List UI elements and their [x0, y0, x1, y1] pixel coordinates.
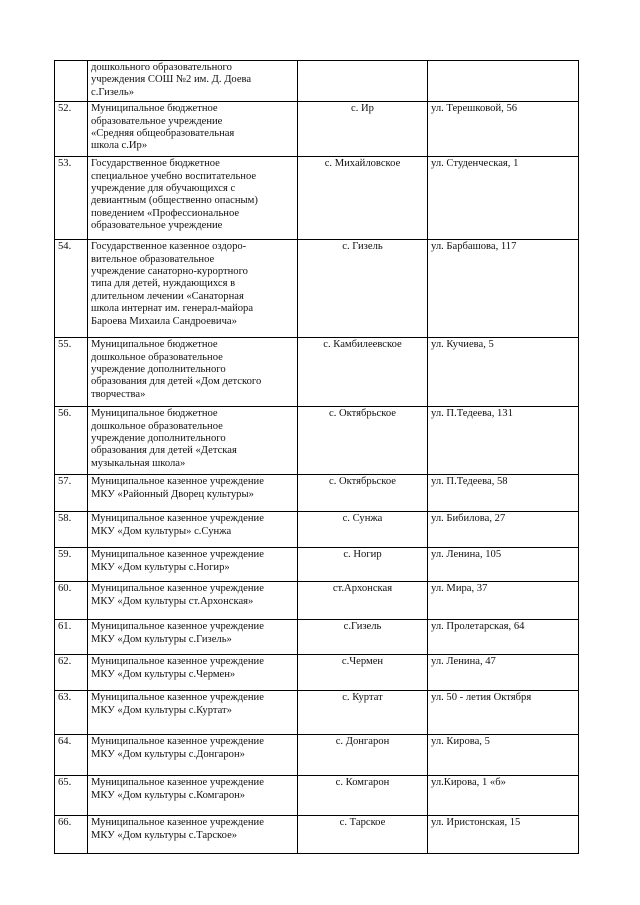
table-row: [55, 407, 579, 475]
settlement: с. Ногир: [298, 548, 428, 582]
street-address: ул. П.Тедеева, 58: [428, 475, 579, 512]
institution-name-line: учреждение дополнительного: [91, 433, 226, 445]
institution-name-line: образования для детей «Детская: [91, 445, 237, 457]
institution-name-line: Муниципальное казенное учреждение: [91, 549, 264, 561]
institution-name-line: «Средняя общеобразовательная: [91, 128, 235, 140]
table-row: [55, 512, 579, 548]
institution-name: [88, 816, 298, 854]
settlement: с.Чермен: [298, 655, 428, 691]
row-number: 61.: [55, 620, 88, 655]
institution-name-line: Муниципальное бюджетное: [91, 408, 218, 420]
table-row: [55, 548, 579, 582]
table-row: [55, 61, 579, 102]
row-number: 55.: [55, 338, 88, 407]
street-address: ул.Кирова, 1 «б»: [428, 776, 579, 816]
institution-name-line: Муниципальное казенное учреждение: [91, 656, 264, 668]
institution-name-line: дошкольное образовательное: [91, 420, 223, 432]
table-row: [55, 620, 579, 655]
institution-name-line: Муниципальное казенное учреждение: [91, 777, 264, 789]
institution-name-line: Муниципальное казенное учреждение: [91, 583, 264, 595]
row-number: [55, 61, 88, 102]
institution-name-line: Муниципальное казенное учреждение: [91, 817, 264, 829]
row-number: 62.: [55, 655, 88, 691]
street-address: ул. Ленина, 105: [428, 548, 579, 582]
institution-name-line: типа для детей, нуждающихся в: [91, 278, 236, 290]
institution-name-line: Муниципальное казенное учреждение: [91, 621, 264, 633]
institution-name: [88, 512, 298, 548]
institution-name-line: Государственное казенное оздоро-: [91, 241, 247, 253]
institution-name: [88, 407, 298, 475]
institution-name-line: музыкальная школа»: [91, 457, 186, 469]
institution-name-line: МКУ «Дом культуры с.Гизель»: [91, 633, 232, 645]
institution-name: [88, 655, 298, 691]
institution-name: [88, 475, 298, 512]
institution-name-line: МКУ «Дом культуры с.Тарское»: [91, 829, 238, 841]
institution-name-line: МКУ «Дом культуры ст.Архонская»: [91, 595, 254, 607]
institution-name-line: дошкольное образовательное: [91, 351, 223, 363]
table-row: [55, 338, 579, 407]
institution-name-line: МКУ «Дом культуры с.Комгарон»: [91, 789, 246, 801]
street-address: ул. Студенческая, 1: [428, 157, 579, 240]
settlement: ст.Архонская: [298, 582, 428, 620]
street-address: ул. Барбашова, 117: [428, 240, 579, 338]
institution-name: [88, 735, 298, 776]
settlement: с. Михайловское: [298, 157, 428, 240]
institution-name: [88, 338, 298, 407]
institution-name: [88, 240, 298, 338]
settlement: с. Куртат: [298, 691, 428, 735]
row-number: 54.: [55, 240, 88, 338]
settlement: с. Тарское: [298, 816, 428, 854]
row-number: 65.: [55, 776, 88, 816]
street-address: ул. 50 - летия Октября: [428, 691, 579, 735]
table-row: [55, 157, 579, 240]
institution-name-line: Муниципальное бюджетное: [91, 339, 218, 351]
institution-name-line: Бароева Михаила Сандроевича»: [91, 315, 237, 327]
institution-name-line: МКУ «Дом культуры с.Чермен»: [91, 668, 236, 680]
institution-name-line: творчества»: [91, 388, 146, 400]
settlement: с. Октябрьское: [298, 475, 428, 512]
institution-name-line: Муниципальное казенное учреждение: [91, 736, 264, 748]
institution-name-line: МКУ «Дом культуры с.Ногир»: [91, 561, 230, 573]
institution-name-line: с.Гизель»: [91, 86, 135, 98]
table-row: [55, 582, 579, 620]
table-body: [55, 61, 579, 854]
institution-name: [88, 691, 298, 735]
row-number: 60.: [55, 582, 88, 620]
row-number: 64.: [55, 735, 88, 776]
institution-name-line: вительное образовательное: [91, 253, 215, 265]
settlement: с. Гизель: [298, 240, 428, 338]
institution-name: [88, 102, 298, 157]
table-row: [55, 102, 579, 157]
table-row: [55, 691, 579, 735]
settlement: с. Сунжа: [298, 512, 428, 548]
institution-name-line: образовательное учреждение: [91, 115, 223, 127]
row-number: 52.: [55, 102, 88, 157]
settlement: с. Октябрьское: [298, 407, 428, 475]
institution-name-line: Муниципальное бюджетное: [91, 103, 218, 115]
institution-name-line: Муниципальное казенное учреждение: [91, 476, 264, 488]
street-address: ул. Мира, 37: [428, 582, 579, 620]
institution-name-line: Государственное бюджетное: [91, 158, 220, 170]
institution-name-line: школа интернат им. генерал-майора: [91, 303, 254, 315]
row-number: 58.: [55, 512, 88, 548]
row-number: 53.: [55, 157, 88, 240]
table-row: [55, 655, 579, 691]
settlement: с. Донгарон: [298, 735, 428, 776]
institution-name-line: дошкольного образовательного: [91, 62, 232, 73]
settlement: с. Камбилеевское: [298, 338, 428, 407]
street-address: ул. Кучиева, 5: [428, 338, 579, 407]
row-number: 57.: [55, 475, 88, 512]
institution-name-line: МКУ «Районный Дворец культуры»: [91, 488, 254, 500]
institution-name-line: образования для детей «Дом детского: [91, 376, 262, 388]
institution-name-line: поведением «Профессиональное: [91, 207, 240, 219]
table-row: [55, 735, 579, 776]
street-address: ул. Пролетарская, 64: [428, 620, 579, 655]
institution-name-line: учреждение для обучающихся с: [91, 183, 236, 195]
street-address: ул. Иристонская, 15: [428, 816, 579, 854]
institution-name: [88, 157, 298, 240]
row-number: 66.: [55, 816, 88, 854]
table-row: [55, 816, 579, 854]
institution-name: [88, 776, 298, 816]
institution-name-line: учреждения СОШ №2 им. Д. Доева: [91, 74, 252, 86]
institution-name-line: Муниципальное казенное учреждение: [91, 692, 264, 704]
institution-name-line: школа с.Ир»: [91, 140, 148, 152]
institution-name-line: специальное учебно воспитательное: [91, 170, 257, 182]
institution-name: [88, 548, 298, 582]
row-number: 59.: [55, 548, 88, 582]
institutions-table: [54, 60, 579, 854]
settlement: с. Комгарон: [298, 776, 428, 816]
institution-name-line: МКУ «Дом культуры с.Донгарон»: [91, 748, 245, 760]
row-number: 63.: [55, 691, 88, 735]
street-address: ул. Бибилова, 27: [428, 512, 579, 548]
institution-name: [88, 61, 298, 102]
table-row: [55, 776, 579, 816]
street-address: ул. П.Тедеева, 131: [428, 407, 579, 475]
institution-name: [88, 620, 298, 655]
row-number: 56.: [55, 407, 88, 475]
institution-name-line: МКУ «Дом культуры с.Куртат»: [91, 704, 232, 716]
street-address: ул. Ленина, 47: [428, 655, 579, 691]
institution-name-line: образовательное учреждение: [91, 220, 223, 232]
street-address: ул. Кирова, 5: [428, 735, 579, 776]
institution-name-line: Муниципальное казенное учреждение: [91, 513, 264, 525]
settlement: [298, 61, 428, 102]
table-row: [55, 240, 579, 338]
institution-name-line: длительном лечении «Санаторная: [91, 290, 244, 302]
institution-name-line: учреждение санаторно-курортного: [91, 266, 248, 278]
institution-name-line: учреждение дополнительного: [91, 364, 226, 376]
institution-name-line: девиантным (общественно опасным): [91, 195, 258, 207]
institution-name: [88, 582, 298, 620]
street-address: ул. Терешковой, 56: [428, 102, 579, 157]
settlement: с.Гизель: [298, 620, 428, 655]
institution-name-line: МКУ «Дом культуры» с.Сунжа: [91, 525, 232, 537]
settlement: с. Ир: [298, 102, 428, 157]
table-row: [55, 475, 579, 512]
street-address: [428, 61, 579, 102]
